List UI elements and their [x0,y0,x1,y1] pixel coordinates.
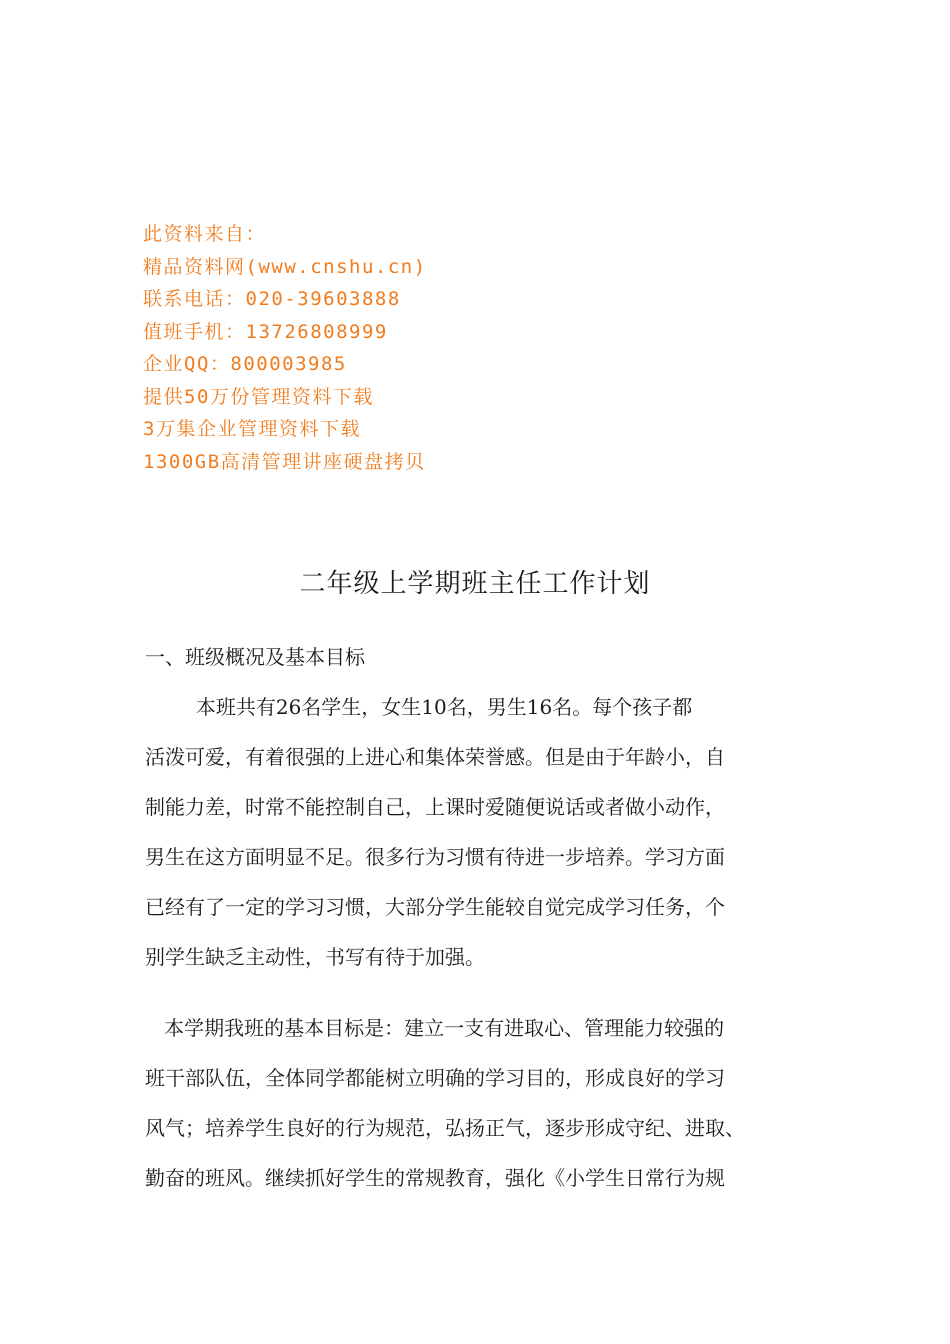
promo-block [143,218,743,478]
paragraph-line: 本班共有26名学生，女生10名，男生16名。每个孩子都 [145,695,693,719]
promo-source-label: 此资料来自： [143,223,267,245]
promo-mobile: 值班手机：13726808999 [143,320,388,343]
paragraph-line: 制能力差，时常不能控制自己，上课时爱随便说话或者做小动作， [145,795,725,819]
promo-offer-3: 1300GB高清管理讲座硬盘拷贝 [143,450,426,473]
document-title: 二年级上学期班主任工作计划 [299,569,651,599]
paragraph-line: 风气；培养学生良好的行为规范，弘扬正气，逐步形成守纪、进取、 [145,1116,745,1140]
paragraph-line: 勤奋的班风。继续抓好学生的常规教育，强化《小学生日常行为规 [145,1166,725,1190]
paragraph-basic-goals [145,1003,815,1203]
promo-offer-1: 提供50万份管理资料下载 [143,385,374,408]
paragraph-line: 本学期我班的基本目标是：建立一支有进取心、管理能力较强的 [145,1016,725,1040]
paragraph-line: 已经有了一定的学习习惯，大部分学生能较自觉完成学习任务，个 [145,895,725,919]
paragraph-line: 活泼可爱，有着很强的上进心和集体荣誉感。但是由于年龄小，自 [145,745,725,769]
promo-offer-2: 3万集企业管理资料下载 [143,418,361,440]
promo-qq: 企业QQ：800003985 [143,353,347,375]
section-heading: 一、班级概况及基本目标 [145,645,365,669]
paragraph-line: 班干部队伍，全体同学都能树立明确的学习目的，形成良好的学习 [145,1066,725,1090]
paragraph-class-overview [145,682,815,982]
paragraph-line: 别学生缺乏主动性，书写有待于加强。 [145,945,485,969]
paragraph-line: 男生在这方面明显不足。很多行为习惯有待进一步培养。学习方面 [145,845,725,869]
promo-phone: 联系电话：020-39603888 [143,288,401,310]
promo-website: 精品资料网(www.cnshu.cn) [143,255,427,278]
